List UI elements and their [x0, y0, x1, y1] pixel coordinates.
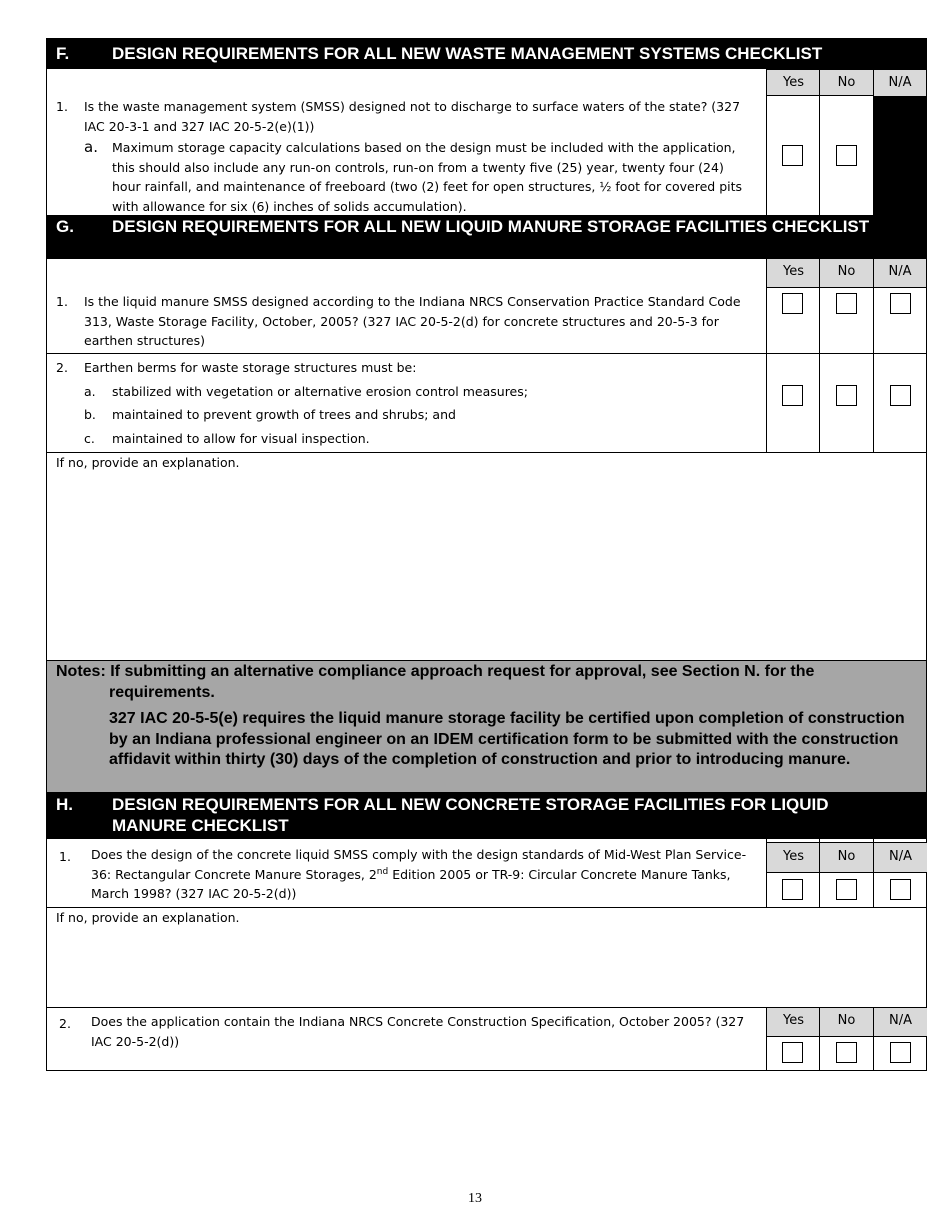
section-h-q1-text	[91, 845, 756, 904]
section-h-q1-na-checkbox[interactable]	[890, 879, 911, 900]
notes-line-1: Notes: If submitting an alternative compliance approach request for approval, see Section N. for the requirements.	[56, 663, 815, 701]
section-h-bottom-border	[46, 1070, 927, 1071]
section-h-q1-number: 1.	[59, 849, 71, 864]
section-g-q1-text: Is the liquid manure SMSS designed according to the Indiana NRCS Conservation Practice Standard Code 313, Waste Storage Facility, October, 2005? (327 IAC 20-5-2(d) for concrete structures and 20-5-3 for earthen structures)	[84, 294, 741, 348]
section-f-title: DESIGN REQUIREMENTS FOR ALL NEW WASTE MANAGEMENT SYSTEMS CHECKLIST	[112, 44, 823, 63]
section-g-q2-number: 2.	[56, 360, 68, 375]
section-h-q2-no-checkbox[interactable]	[836, 1042, 857, 1063]
section-h-q2-na-header: N/A	[873, 1008, 927, 1036]
section-g-yes-header: Yes	[766, 259, 820, 287]
section-g-q2-item-a-text: stabilized with vegetation or alternative erosion control measures;	[112, 384, 528, 399]
section-h-q1-text-part-2: Edition 2005 or TR-9: Circular Concrete Manure Tanks, March 1998? (327 IAC 20-5-2(d))	[91, 866, 731, 901]
section-g-q1-na-checkbox[interactable]	[890, 293, 911, 314]
section-f-q1-number: 1.	[56, 99, 68, 114]
section-f-na-blackout	[873, 96, 927, 215]
section-f-yes-header: Yes	[766, 69, 820, 96]
section-g-q2-yes-checkbox[interactable]	[782, 385, 803, 406]
section-f-q1-text: Is the waste management system (SMSS) designed not to discharge to surface waters of the state? (327 IAC 20-3-1 and 327 IAC 20-5-2(e)(1))	[84, 99, 741, 134]
section-h-q1-superscript: nd	[376, 866, 389, 877]
section-f-q1-yes-checkbox[interactable]	[782, 145, 803, 166]
section-g-row-divider-1	[46, 353, 927, 354]
section-h-q1-yes-checkbox[interactable]	[782, 879, 803, 900]
section-g-q2-item-c-letter: c.	[84, 431, 95, 446]
section-f-q1-no-checkbox[interactable]	[836, 145, 857, 166]
section-f-left-border	[46, 69, 47, 215]
notes-box	[46, 660, 927, 792]
section-g-q1-no-checkbox[interactable]	[836, 293, 857, 314]
section-f-q1a-letter: a.	[84, 138, 98, 156]
section-h-q2-header-bottom-line	[766, 1036, 927, 1037]
section-g-na-header: N/A	[873, 259, 927, 287]
section-h-explain-label: If no, provide an explanation.	[56, 910, 240, 925]
section-f-q1a-text: Maximum storage capacity calculations based on the design must be included with the application, this should also include any run-on controls, run-on from a twenty five (25) year, twenty four (24) hour rainfall, and maintenance of freeboard (two (2) feet for open structures, ½ foot for covered pits with allowance for six (6) inches of solids accumulation).	[112, 140, 743, 214]
section-g-explanation-area[interactable]	[47, 474, 926, 660]
section-h-q1-no-header: No	[819, 842, 873, 873]
notes-line-2: 327 IAC 20-5-5(e) requires the liquid manure storage facility be certified upon completion of construction by an Indiana professional engineer on an IDEM certification form to be submitted with the construction affidavit within thirty (30) days of the completion of construction and prior to introducing manure.	[109, 710, 905, 768]
section-g-header-bottom-line	[766, 287, 927, 288]
section-g-title: DESIGN REQUIREMENTS FOR ALL NEW LIQUID MANURE STORAGE FACILITIES CHECKLIST	[112, 217, 870, 236]
section-h-q1-no-checkbox[interactable]	[836, 879, 857, 900]
section-h-q1-text-part-1: Does the design of the concrete liquid SMSS comply with the design standards of Mid-West Plan Service-36: Rectangular Concrete Manure Storages, 2	[91, 847, 747, 882]
page-number: 13	[468, 1191, 482, 1206]
section-g-header	[46, 215, 927, 259]
section-h-q2-yes-header: Yes	[766, 1008, 820, 1036]
section-h-q2-text: Does the application contain the Indiana NRCS Concrete Construction Specification, October 2005? (327 IAC 20-5-2(d))	[91, 1014, 745, 1049]
section-g-q2-text: Earthen berms for waste storage structures must be:	[84, 360, 417, 375]
section-h-q2-na-checkbox[interactable]	[890, 1042, 911, 1063]
section-h-q2-no-header: No	[819, 1008, 873, 1036]
section-g-col-divider-1	[766, 259, 767, 453]
section-f-header	[46, 38, 927, 69]
section-h-explanation-area[interactable]	[47, 929, 926, 1007]
section-h-q1-header-bottom-line	[766, 872, 927, 873]
section-h-q2-number: 2.	[59, 1016, 71, 1031]
section-g-q2-item-b-letter: b.	[84, 407, 96, 422]
section-f-header-bottom-line	[766, 95, 873, 96]
section-g-right-border	[926, 259, 927, 661]
section-g-no-header: No	[819, 259, 873, 287]
section-g-col-divider-2	[819, 259, 820, 453]
section-h-q1-na-header: N/A	[873, 842, 927, 873]
section-g-col-divider-3	[873, 259, 874, 453]
section-f-na-header: N/A	[873, 69, 927, 96]
section-g-q2-item-a-letter: a.	[84, 384, 96, 399]
section-h-q2-yes-checkbox[interactable]	[782, 1042, 803, 1063]
section-f-letter: F.	[56, 44, 70, 63]
section-h-letter: H.	[56, 795, 73, 814]
section-h-header	[46, 792, 927, 839]
section-h-title: DESIGN REQUIREMENTS FOR ALL NEW CONCRETE STORAGE FACILITIES FOR LIQUID MANURE CHECKLIST	[112, 795, 829, 835]
section-g-q1-yes-checkbox[interactable]	[782, 293, 803, 314]
section-g-letter: G.	[56, 217, 74, 236]
section-h-q1-yes-header: Yes	[766, 842, 820, 873]
section-g-q2-no-checkbox[interactable]	[836, 385, 857, 406]
section-g-q2-na-checkbox[interactable]	[890, 385, 911, 406]
section-g-explain-label: If no, provide an explanation.	[56, 455, 240, 470]
section-g-q1-number: 1.	[56, 294, 68, 309]
section-g-q2-item-b-text: maintained to prevent growth of trees and shrubs; and	[112, 407, 456, 422]
section-g-q2-item-c-text: maintained to allow for visual inspection.	[112, 431, 370, 446]
section-f-no-header: No	[819, 69, 873, 96]
